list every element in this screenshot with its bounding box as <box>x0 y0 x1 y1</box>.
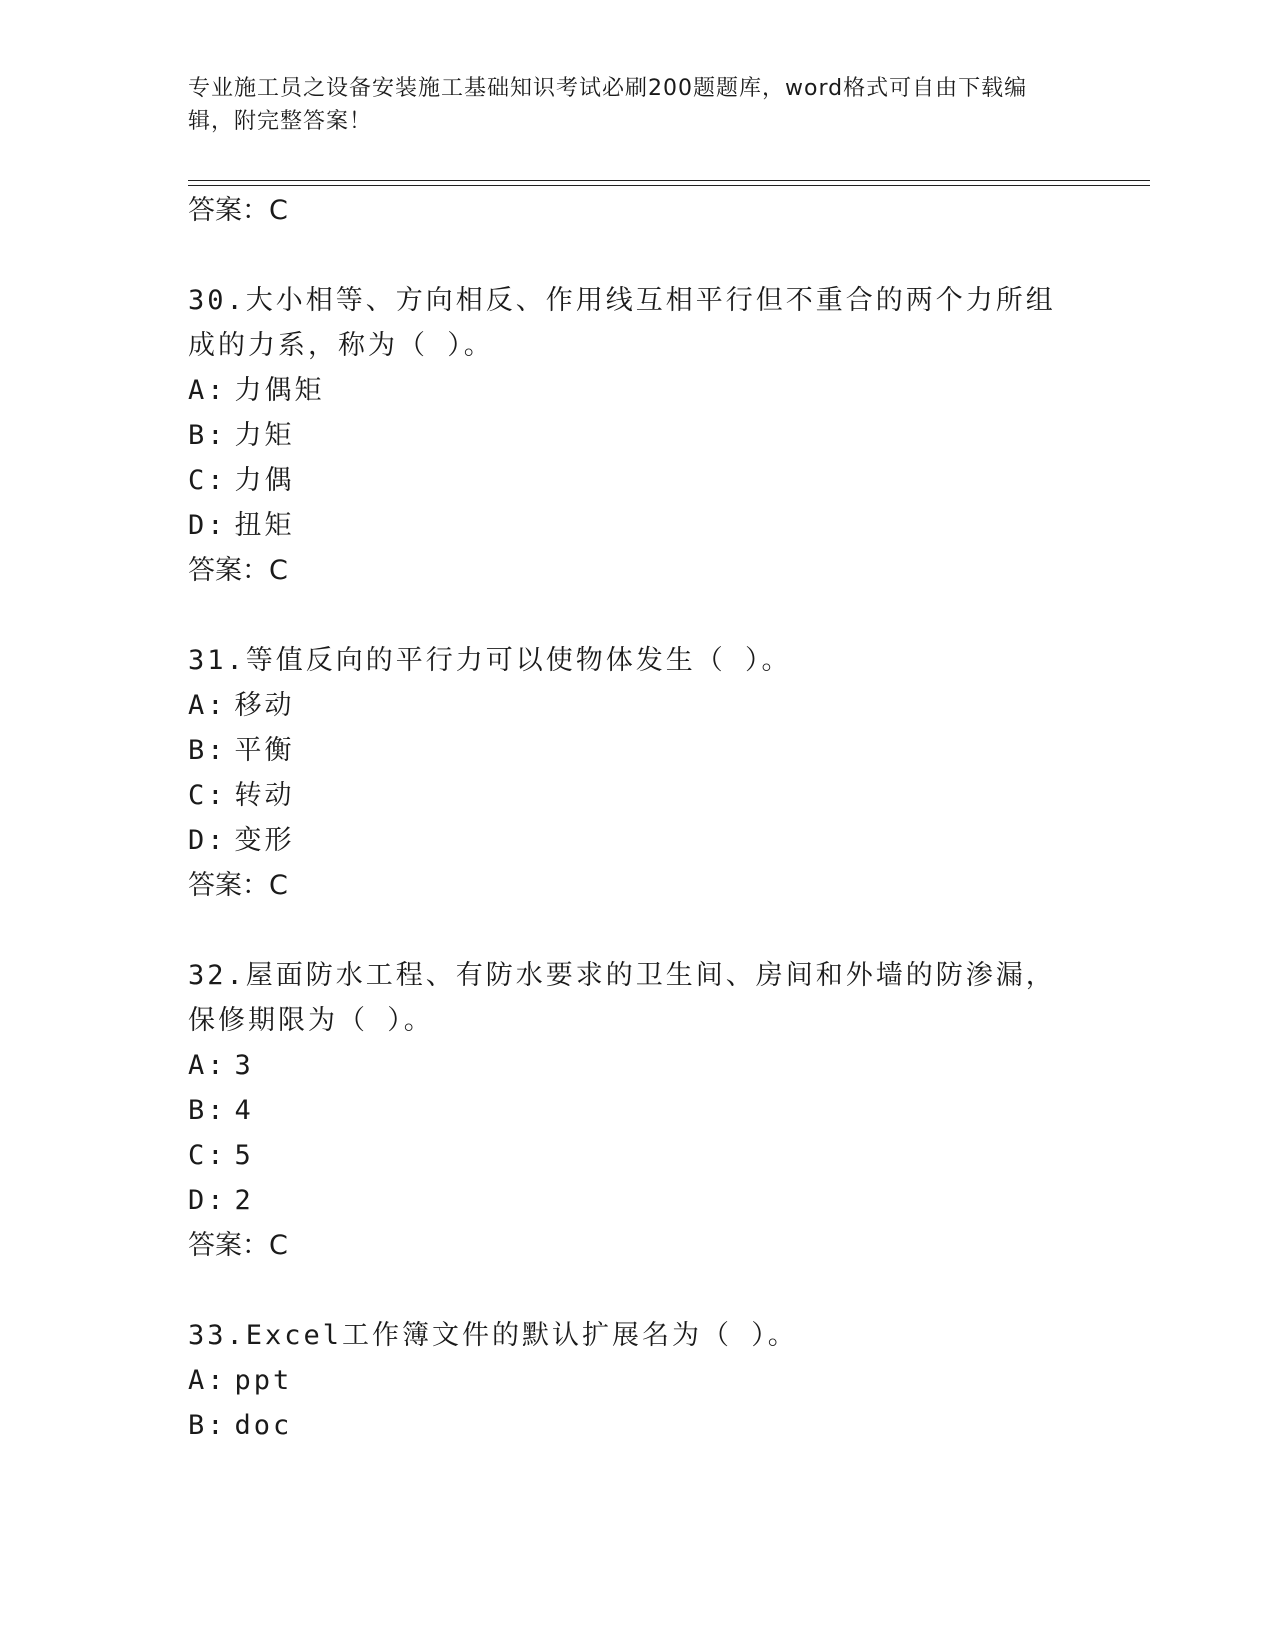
option-label: C: <box>188 1140 227 1171</box>
option-label: D: <box>188 510 227 541</box>
option-label: D: <box>188 825 227 856</box>
option-text: 力矩 <box>234 420 295 451</box>
option-b <box>188 413 1088 458</box>
option-a <box>188 1043 1088 1088</box>
answer-line: 答案：C <box>188 195 288 226</box>
option-text: 平衡 <box>234 735 295 766</box>
question-stem: 31.等值反向的平行力可以使物体发生（ ）。 <box>188 645 792 676</box>
option-d <box>188 503 1088 548</box>
option-b <box>188 728 1088 773</box>
question-stem: 30.大小相等、方向相反、作用线互相平行但不重合的两个力所组成的力系，称为（ ）。 <box>188 285 1056 361</box>
option-label: C: <box>188 780 227 811</box>
question-stem: 32.屋面防水工程、有防水要求的卫生间、房间和外墙的防渗漏，保修期限为（ ）。 <box>188 960 1056 1036</box>
spacer <box>188 593 1088 638</box>
question-31 <box>188 638 1088 908</box>
question-33 <box>188 1313 1088 1448</box>
option-text: 移动 <box>234 690 295 721</box>
header-rule-top <box>188 180 1150 181</box>
answer-line: 答案：C <box>188 1230 288 1261</box>
header-rule-bottom <box>188 185 1150 186</box>
answer-line: 答案：C <box>188 870 288 901</box>
option-text: doc <box>234 1410 293 1441</box>
option-text: ppt <box>234 1365 293 1396</box>
option-label: B: <box>188 1095 227 1126</box>
option-label: A: <box>188 1050 227 1081</box>
option-label: B: <box>188 735 227 766</box>
document-body <box>188 188 1088 1448</box>
option-label: C: <box>188 465 227 496</box>
option-label: A: <box>188 690 227 721</box>
option-text: 扭矩 <box>234 510 295 541</box>
option-a <box>188 368 1088 413</box>
option-text: 变形 <box>234 825 295 856</box>
option-text: 力偶 <box>234 465 295 496</box>
option-d <box>188 818 1088 863</box>
option-a <box>188 1358 1088 1403</box>
option-text: 3 <box>234 1050 254 1081</box>
spacer <box>188 908 1088 953</box>
option-label: A: <box>188 375 227 406</box>
question-30 <box>188 278 1088 593</box>
option-c <box>188 773 1088 818</box>
option-text: 力偶矩 <box>234 375 325 406</box>
answer-line: 答案：C <box>188 555 288 586</box>
option-label: B: <box>188 420 227 451</box>
option-d <box>188 1178 1088 1223</box>
option-b <box>188 1403 1088 1448</box>
option-text: 2 <box>234 1185 254 1216</box>
spacer <box>188 233 1088 278</box>
question-32 <box>188 953 1088 1268</box>
option-a <box>188 683 1088 728</box>
option-label: A: <box>188 1365 227 1396</box>
option-b <box>188 1088 1088 1133</box>
option-text: 5 <box>234 1140 254 1171</box>
option-text: 4 <box>234 1095 254 1126</box>
option-label: B: <box>188 1410 227 1441</box>
option-c <box>188 1133 1088 1178</box>
option-text: 转动 <box>234 780 295 811</box>
document-header: 专业施工员之设备安装施工基础知识考试必刷200题题库，word格式可自由下载编辑，附完整答案！ <box>188 76 1028 134</box>
question-stem: 33.Excel工作簿文件的默认扩展名为（ ）。 <box>188 1320 798 1351</box>
option-label: D: <box>188 1185 227 1216</box>
option-c <box>188 458 1088 503</box>
spacer <box>188 1268 1088 1313</box>
